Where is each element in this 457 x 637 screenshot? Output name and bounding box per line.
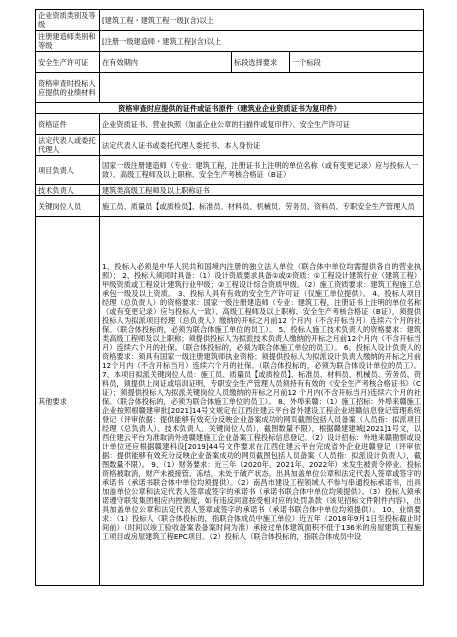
other-requirements-label: 其他要求 — [36, 217, 100, 586]
cert-row — [36, 185, 424, 196]
safety-license-row — [36, 52, 424, 73]
qualification-row — [36, 10, 424, 31]
safety-license-label: 安全生产许可证 — [36, 52, 100, 73]
cert-row — [36, 156, 424, 185]
qualification-value: [建筑工程・建筑工程一级](含)以上 — [100, 10, 424, 31]
cert-row — [36, 114, 424, 135]
cert-value: 企业资质证书、营业执照（加盖企业公章的扫描件或复印件）、安全生产许可证 — [100, 114, 424, 135]
other-requirements-row — [36, 217, 424, 586]
cert-label: 资格证件 — [36, 114, 100, 135]
cert-value: 法定代表人证书或委托代理人委托书、本人身份证 — [100, 135, 424, 156]
section-title-row — [36, 103, 424, 114]
cert-value: 建筑类高级工程师及以上职称证书 — [100, 185, 424, 196]
tender-requirements-table — [35, 9, 424, 586]
builder-label: 注册建造师类别和等级 — [36, 31, 100, 52]
builder-value: [注册一级建造师・建筑工程](含)以上 — [100, 31, 424, 52]
builder-row — [36, 31, 424, 52]
review-materials-row — [36, 73, 424, 103]
section-choice-label: 标段选择要求 — [232, 52, 290, 73]
qualification-label: 企业资质类别及等级 — [36, 10, 100, 31]
review-materials-label: 资格审查时投标人应提供的业绩材料 — [36, 73, 100, 103]
other-requirements-text: 1、投标人必须是中华人民共和国境内注册的独立法人单位（联合体中单位均需提供各自的营业执照）； 2、投标人须同时具备：（1）设计资质要求具备①或②资质：①工程设计建筑行业（建筑工程）甲级资质或工程设计建筑行业甲级；②工程设计综合资质甲级。（2）施工资质要求：建筑工程施工总承包一级及以上资质。 3、投标人具有有效的安全生产许可证（仅施工单位提供）。 4、投标人项目经理（总负责人）的资格要求：国家一级注册建造师（专业：建筑工程，注册证书上注明的单位名称（或有变更记录）应与投标人一致）、高级工程师及以上职称、安全生产考核合格证（B证），须提供投标人为拟派项目经理（总负责人）缴纳的开标之月前12 个月内（不含开标当月）连续六个月的社保。（联合体投标的，必须为联合体施工单位的员工）。 5、投标人施工技术负责人的资格要求：建筑类高级工程师及以上职称；须提供投标人为拟派技术负责人缴纳的开标之月前12个月内（不含开标当月）连续六个月的社保。（联合体投标的，必须为联合体施工单位的员工）。 6、投标人设计负责人的资格要求：须具有国家一级注册建筑师执业资格；须提供投标人为拟派设计负责人缴纳的开标之月前12个月内（不含开标当月）连续六个月的社保。（联合体投标的，必须为联合体设计单位的员工）。 7、本项目拟派关键岗位人员：施工员、质量员【或质检员】、标准员、材料员、机械员、劳务员、资料员，须提供上岗证或培训证明，专职安全生产管理人员须持有有效的《安全生产考核合格证书》（C证）；须提供投标人为拟派关键岗位人员缴纳的开标之月前12 个月内(不含开标当月)连续六个月的社保。（联合体投标的，必须为联合体施工单位的员工）。 8、外埠来赣：（1）施工招标：外埠来赣施工企业按照根赣建审批[2021]14号文规定在江西住建云平台省外建设工程企业进赣信息登记管理系统登记（评审依据：提供能够有效充分反映企业备案成功的网页截图包括人员备案（人员指：拟派项目经理（总负责人）、技术负责人、关键岗位人员），截图数量不限），根据赣建建城[2021]1号文，以西住建云平台为准取消外进赣建施工企业备案工程投标信息登记。（2）设计招标：外地来赣勘察或设计单位还应根据赣建科设[2019]44号文件要求在江西住建云平台完成省外企业进赣登记（评审依据：提供能够有效充分反映企业备案成功的网页截图包括人员备案（人员指：拟派设计负责人），截图数量不限）。 9、（1）财务要求：近三年（2020年、2021年、2022年）未发生被责令停业、投标资格被取消，财产未被接管、冻结，未处于破产状态，出具加盖单位公章和法定代表人签章或签字的承诺书（承诺书联合体中单位均须提供）。（2）南昌市建设工程领域人不参与串通投标承诺书，出具加盖单位公章和法定代表人签章或签字的承诺书（承诺书联合体中单位均须提供）。（3）投标人须承诺遵守联发集团相应内控制度，如有违反同意按受相对应的处罚条款（该见招标文件附件内容），出具加盖单位公章和法定代表人签章或签字的承诺书（承诺书联合体中单位均须提供）。 10、业绩要求：（1）投标人（联合体投标的，指联合体成员中施工单位）近五年（2018年9月1日至投标截止时间前）（时间以竣工验收备案表备案时间为准）承接过单体建筑面积不低于136米的房屋建筑工程施工项目或房屋建筑工程EPC项目。（2）投标人（联合体投标的，指联合体成员中设 — [100, 217, 424, 586]
cert-label: 法定代表人或委托代理人 — [36, 135, 100, 156]
review-materials-value — [100, 73, 424, 103]
cert-value: 国家一级注册建造师（专业：建筑工程，注册证书上注明的单位名称（或有变更记录）应与投标人一致）、高级工程师及以上职称、安全生产考核合格证（B证） — [100, 156, 424, 185]
cert-value: 施工员、质量员【或质检员】、标准员、材料员、机械员、劳务员、资料员、专职安全生产管理人员 — [100, 196, 424, 217]
section-choice-value: 一个标段 — [290, 52, 424, 73]
safety-license-value: 在有效期内 — [100, 52, 232, 73]
cert-label: 项目负责人 — [36, 156, 100, 185]
cert-row — [36, 135, 424, 156]
cert-row — [36, 196, 424, 217]
cert-label: 关键岗位人员 — [36, 196, 100, 217]
section-title: 资格审查时应提供的证件或证书原件（建筑业企业资质证书为复印件） — [36, 103, 424, 114]
cert-label: 技术负责人 — [36, 185, 100, 196]
